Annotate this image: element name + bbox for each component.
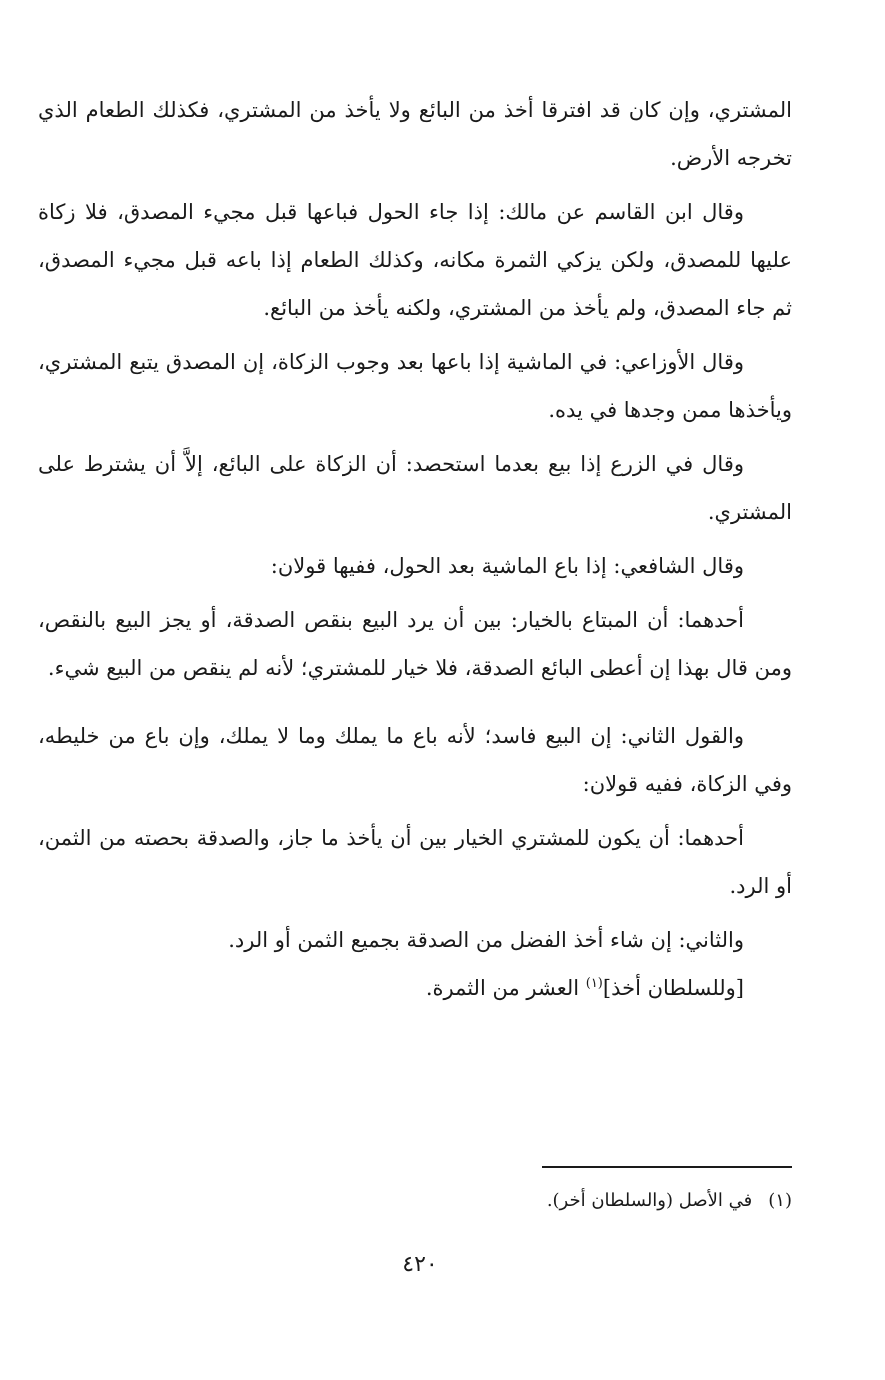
footnote-text: في الأصل (والسلطان أخر). — [546, 1190, 753, 1211]
paragraph-awzai: وقال الأوزاعي: في الماشية إذا باعها بعد وجوب الزكاة، إن المصدق يتبع المشتري، ويأخذها ممن وجدها في يده. — [38, 350, 792, 422]
footnote-divider — [542, 1166, 792, 1168]
sultan-text-rest: العشر من الثمرة. — [425, 976, 586, 1000]
paragraph-zar: وقال في الزرع إذا بيع بعدما استحصد: أن الزكاة على البائع، إلاَّ أن يشترط على المشتري. — [38, 452, 792, 524]
footnote-number: (١) — [768, 1190, 792, 1211]
paragraph-first-opinion: أحدهما: أن المبتاع بالخيار: بين أن يرد البيع بنقص الصدقة، أو يجز البيع بالنقص، ومن قال بهذا إن أعطى البائع الصدقة، فلا خيار للمشتري؛ لأنه لم ينقص من البيع شيء. — [38, 608, 792, 680]
footnote-reference-mark: (١) — [585, 976, 603, 991]
sultan-text: [وللسلطان أخذ] — [602, 976, 744, 1000]
paragraph-continuation: المشتري، وإن كان قد افترقا أخذ من البائع ولا يأخذ من المشتري، فكذلك الطعام الذي تخرجه الأرض. — [38, 98, 792, 170]
paragraph-ibn-al-qasim: وقال ابن القاسم عن مالك: إذا جاء الحول فباعها قبل مجيء المصدق، فلا زكاة عليها للمصدق، ولكن يزكي الثمرة مكانه، وكذلك الطعام إذا باعه قبل مجيء المصدق، ثم جاء المصدق، ولم يأخذ من المشتري، ولكنه يأخذ من البائع. — [38, 200, 792, 320]
paragraph-second-opinion: والقول الثاني: إن البيع فاسد؛ لأنه باع ما يملك وما لا يملك، وإن باع من خليطه، وفي الزكاة، ففيه قولان: — [38, 724, 792, 796]
page-body — [38, 86, 792, 1012]
footnote — [292, 1186, 792, 1216]
paragraph-second-of-two: والثاني: إن شاء أخذ الفضل من الصدقة بجميع الثمن أو الرد. — [228, 928, 744, 952]
paragraph-shafii: وقال الشافعي: إذا باع الماشية بعد الحول، ففيها قولان: — [270, 554, 744, 578]
paragraph-sultan — [38, 964, 792, 1012]
page-number: ٤٢٠ — [402, 1252, 438, 1277]
paragraph-first-of-two: أحدهما: أن يكون للمشتري الخيار بين أن يأخذ ما جاز، والصدقة بحصته من الثمن، أو الرد. — [38, 826, 792, 898]
